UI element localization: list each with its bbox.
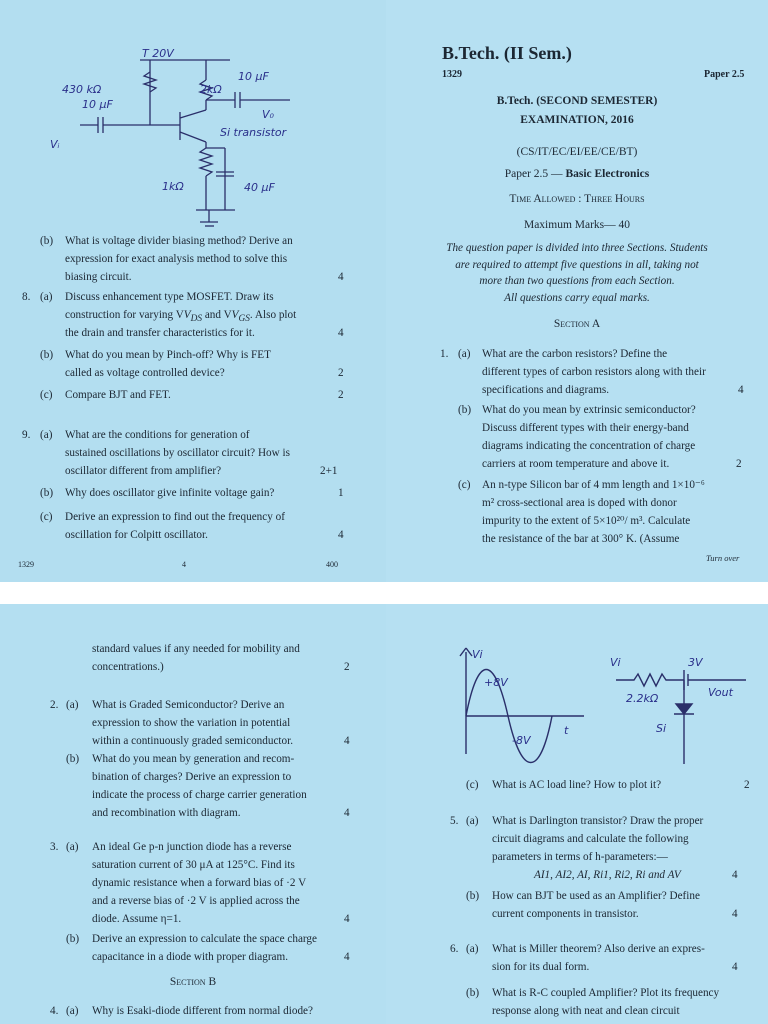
q2b-line3: indicate the process of charge carrier generation: [92, 789, 307, 801]
q3b-label: (b): [66, 933, 80, 945]
q5-number: 5.: [450, 815, 459, 827]
q2a-line2: expression to show the variation in potential: [92, 717, 291, 729]
page-3-bottom-right: [386, 604, 768, 1024]
q6a-line1: What is Miller theorem? Also derive an expres-: [492, 943, 705, 955]
q1-number: 1.: [440, 348, 449, 360]
page-2-bottom-left: [0, 604, 386, 1024]
q4c-marks: 2: [744, 779, 750, 791]
turn-over-note: Turn over: [706, 553, 740, 563]
q4a-line1: Why is Esaki-diode different from normal diode?: [92, 1005, 313, 1017]
clip-resistor-label: 2.2kΩ: [626, 692, 659, 705]
q3a-marks: 4: [344, 913, 350, 925]
q3a-line4: and a reverse bias of ·2 V is applied across the: [92, 895, 300, 907]
footer-page-number: 4: [182, 560, 186, 569]
q2a-label: (a): [66, 699, 79, 711]
cin-label: 10 μF: [82, 98, 113, 111]
page-1-title: [386, 0, 768, 582]
clip-vi-label: Vi: [610, 656, 621, 669]
q1c-line2: m² cross-sectional area is doped with donor: [482, 497, 677, 509]
q6a-line2: sion for its dual form.: [492, 961, 590, 973]
q2a-line1: What is Graded Semiconductor? Derive an: [92, 699, 285, 711]
q3a-line1: An ideal Ge p-n junction diode has a reverse: [92, 841, 292, 853]
q9a-label: (a): [40, 429, 53, 441]
q3a-line5: diode. Assume η=1.: [92, 913, 182, 925]
q3b-line2: capacitance in a diode with proper diagram.: [92, 951, 289, 963]
ce-label: 40 μF: [244, 181, 275, 194]
q8a-line1: Discuss enhancement type MOSFET. Draw its: [65, 291, 274, 303]
q8b-label: (b): [40, 349, 54, 361]
q5a-line3: parameters in terms of h-parameters:—: [492, 851, 668, 863]
q1a-line3: specifications and diagrams.: [482, 384, 610, 396]
paper-number: Paper 2.5: [704, 69, 745, 80]
q1b-line4: carriers at room temperature and above it.: [482, 458, 670, 470]
rc-label: 2kΩ: [200, 83, 222, 96]
q1c-cont-line2: concentrations.): [92, 661, 164, 673]
q4c-label: (c): [466, 779, 479, 791]
page-gap: [0, 582, 768, 604]
q8c-label: (c): [40, 389, 53, 401]
instructions-line-4: All questions carry equal marks.: [504, 292, 650, 304]
r1-label: 430 kΩ: [62, 83, 102, 96]
q1a-line2: different types of carbon resistors along with their: [482, 366, 706, 378]
q5a-label: (a): [466, 815, 479, 827]
q6b-line1: What is R-C coupled Amplifier? Plot its frequency: [492, 987, 720, 999]
wave-positive-label: +8V: [484, 676, 508, 689]
instructions-line-1: The question paper is divided into three Sections. Students: [446, 242, 708, 254]
q8-number: 8.: [22, 291, 31, 303]
q9c-line2: oscillation for Colpitt oscillator.: [65, 529, 208, 541]
q1b-marks: 2: [736, 458, 742, 470]
q2b-line2: bination of charges? Derive an expression to: [92, 771, 292, 783]
exam-title: B.Tech. (II Sem.): [442, 43, 572, 63]
q2b-line4: and recombination with diagram.: [92, 807, 241, 819]
q7b-line3: biasing circuit.: [65, 271, 132, 283]
q9c-line1: Derive an expression to find out the frequency of: [65, 511, 285, 523]
q3a-label: (a): [66, 841, 79, 853]
time-allowed: Time Allowed : Three Hours: [509, 193, 645, 205]
q7b-line1: What is voltage divider biasing method? Derive an: [65, 235, 293, 247]
branch-list: (CS/IT/EC/EI/EE/CE/BT): [516, 146, 638, 158]
q1a-label: (a): [458, 348, 471, 360]
q9c-label: (c): [40, 511, 53, 523]
footer-code: 1329: [18, 560, 34, 569]
q8c-marks: 2: [338, 389, 344, 401]
q5b-marks: 4: [732, 908, 738, 920]
page-4-top-left: [0, 0, 386, 582]
voltage-divider-circuit-diagram: [0, 0, 386, 240]
q9a-line3: oscillator different from amplifier?: [65, 465, 222, 477]
q1c-cont-line1: standard values if any needed for mobility and: [92, 643, 300, 655]
q9-number: 9.: [22, 429, 31, 441]
q3b-line1: Derive an expression to calculate the space charge: [92, 933, 317, 945]
q6a-label: (a): [466, 943, 479, 955]
q4-number: 4.: [50, 1005, 59, 1017]
section-b-heading: Section B: [169, 976, 217, 988]
cout-label: 10 μF: [238, 70, 269, 83]
q7b-label: (b): [40, 235, 54, 247]
q3a-line3: dynamic resistance when a forward bias of ·2 V: [92, 877, 307, 889]
q2b-label: (b): [66, 753, 80, 765]
vcc-label: T 20V: [142, 47, 174, 60]
q1c-label: (c): [458, 479, 471, 491]
subject-line: Paper 2.5 — Basic Electronics: [504, 168, 650, 180]
q3-number: 3.: [50, 841, 59, 853]
q7b-marks: 4: [338, 271, 344, 283]
clipper-circuit-diagram: [596, 644, 756, 774]
q1c-line1: An n-type Silicon bar of 4 mm length and 1×10⁻⁶: [482, 479, 705, 491]
wave-vi-label: Vi: [472, 648, 483, 661]
q6b-line2: response along with neat and clean circuit: [492, 1005, 680, 1017]
q8a-label: (a): [40, 291, 53, 303]
q2b-marks: 4: [344, 807, 350, 819]
exam-heading-1: B.Tech. (SECOND SEMESTER): [496, 95, 658, 107]
q8b-line2: called as voltage controlled device?: [65, 367, 225, 379]
instructions-line-2: are required to attempt five questions in all, taking not: [455, 259, 699, 271]
q2-number: 2.: [50, 699, 59, 711]
transistor-label: Si transistor: [220, 126, 287, 139]
q7b-line2: expression for exact analysis method to solve this: [65, 253, 288, 265]
q1c-line4: the resistance of the bar at 300° K. (Assume: [482, 533, 680, 545]
q8c-line1: Compare BJT and FET.: [65, 389, 171, 401]
q9b-label: (b): [40, 487, 54, 499]
q1c-marks: 2: [344, 661, 350, 673]
q6b-label: (b): [466, 987, 480, 999]
wave-time-label: t: [564, 724, 569, 737]
q1c-line3: impurity to the extent of 5×10²⁰/ m³. Calculate: [482, 515, 691, 527]
q1b-label: (b): [458, 404, 472, 416]
q3b-marks: 4: [344, 951, 350, 963]
q5a-line1: What is Darlington transistor? Draw the proper: [492, 815, 704, 827]
q4c-line1: What is AC load line? How to plot it?: [492, 779, 662, 791]
q8a-line3: the drain and transfer characteristics for it.: [65, 327, 255, 339]
exam-heading-2: EXAMINATION, 2016: [520, 114, 634, 126]
q8b-marks: 2: [338, 367, 344, 379]
q6a-marks: 4: [732, 961, 738, 973]
q5b-line1: How can BJT be used as an Amplifier? Define: [492, 890, 700, 902]
q1a-marks: 4: [738, 384, 744, 396]
q9c-marks: 4: [338, 529, 344, 541]
re-label: 1kΩ: [162, 180, 184, 193]
clip-diode-label: Si: [656, 722, 667, 735]
instructions-line-3: more than two questions from each Section.: [479, 275, 675, 287]
q5b-line2: current components in transistor.: [492, 908, 639, 920]
q9b-line1: Why does oscillator give infinite voltage gain?: [65, 487, 275, 499]
q2b-line1: What do you mean by generation and recom-: [92, 753, 295, 765]
paper-code: 1329: [442, 69, 462, 80]
q9b-marks: 1: [338, 487, 344, 499]
q9a-marks: 2+1: [320, 465, 338, 477]
vin-label: Vᵢ: [50, 138, 60, 151]
q5a-line2: circuit diagrams and calculate the following: [492, 833, 689, 845]
q8a-line2: construction for varying $VV_{DS}$ and $VV_{GS}$. Also plot: [65, 309, 297, 325]
q1a-line1: What are the carbon resistors? Define the: [482, 348, 668, 360]
wave-negative-label: -8V: [512, 734, 531, 747]
q5a-line4: AI1, AI2, AI, Ri1, Ri2, Ri and AV: [534, 869, 681, 881]
q4a-label: (a): [66, 1005, 79, 1017]
q2a-line3: within a continuously graded semiconductor.: [92, 735, 294, 747]
footer-copies: 400: [326, 560, 338, 569]
q9a-line2: sustained oscillations by oscillator circuit? How is: [65, 447, 290, 459]
vout-label: V₀: [262, 108, 274, 121]
q1b-line3: diagrams indicating the concentration of charge: [482, 440, 696, 452]
section-a-heading: Section A: [553, 318, 601, 330]
q6-number: 6.: [450, 943, 459, 955]
clip-battery-label: 3V: [688, 656, 703, 669]
q9a-line1: What are the conditions for generation of: [65, 429, 250, 441]
q3a-line2: saturation current of 30 μA at 125°C. Find its: [92, 859, 295, 871]
maximum-marks: Maximum Marks— 40: [523, 219, 631, 231]
q8b-line1: What do you mean by Pinch-off? Why is FET: [65, 349, 271, 361]
input-waveform-diagram: [456, 644, 586, 774]
q1b-line1: What do you mean by extrinsic semiconductor?: [482, 404, 696, 416]
q1b-line2: Discuss different types with their energy-band: [482, 422, 689, 434]
q5a-marks: 4: [732, 869, 738, 881]
q5b-label: (b): [466, 890, 480, 902]
q8a-marks: 4: [338, 327, 344, 339]
clip-vout-label: Vout: [708, 686, 733, 699]
q2a-marks: 4: [344, 735, 350, 747]
